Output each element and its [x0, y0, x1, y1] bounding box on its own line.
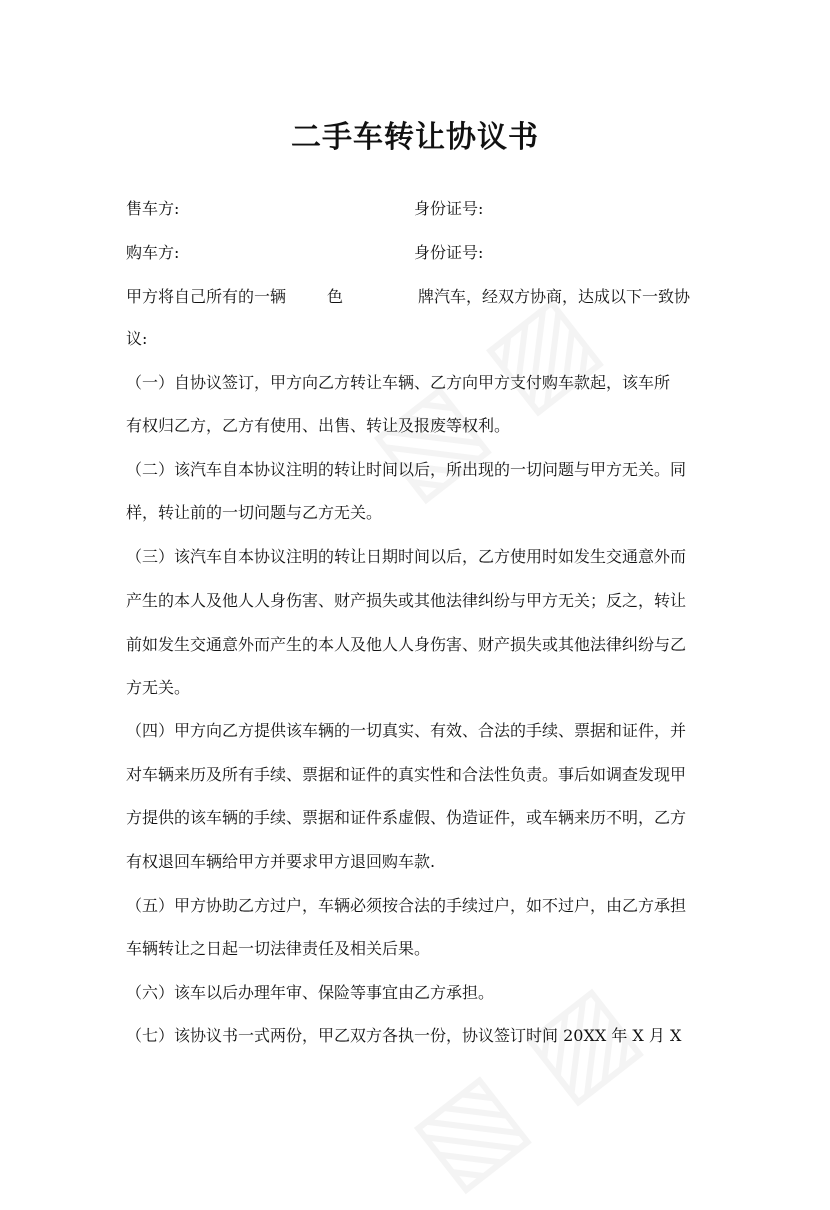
- document-title: 二手车转让协议书: [291, 120, 539, 155]
- clause-line: （二）该汽车自本协议注明的转让时间以后，所出现的一切问题与甲方无关。同: [126, 460, 687, 479]
- clause-line: 产生的本人及他人人身伤害、财产损失或其他法律纠纷与甲方无关；反之，转让: [126, 591, 687, 610]
- clause-line: 有权退回车辆给甲方并要求甲方退回购车款.: [126, 852, 436, 871]
- buyer-id-label: 身份证号:: [414, 243, 484, 262]
- clause-line: 车辆转让之日起一切法律责任及相关后果。: [126, 939, 431, 958]
- seller-label: 售车方:: [126, 199, 180, 218]
- buyer-label: 购车方:: [126, 243, 180, 262]
- clause-line: 对车辆来历及所有手续、票据和证件的真实性和合法性负责。事后如调查发现甲: [126, 765, 687, 784]
- clause-line: 前如发生交通意外而产生的本人及他人人身伤害、财产损失或其他法律纠纷与乙: [126, 635, 687, 654]
- intro-part3: 牌汽车，经双方协商，达成以下一致协: [418, 287, 691, 306]
- clause-line: （一）自协议签订，甲方向乙方转让车辆、乙方向甲方支付购车款起，该车所: [126, 373, 671, 392]
- clause-line: 方提供的该车辆的手续、票据和证件系虚假、伪造证件，或车辆来历不明，乙方: [126, 808, 687, 827]
- clause-line: （四）甲方向乙方提供该车辆的一切真实、有效、合法的手续、票据和证件，并: [126, 721, 687, 740]
- intro-line2: 议:: [126, 329, 148, 348]
- clause-line: （三）该汽车自本协议注明的转让日期时间以后，乙方使用时如发生交通意外而: [126, 547, 687, 566]
- clause-line: 有权归乙方，乙方有使用、出售、转让及报废等权利。: [126, 416, 511, 435]
- clause-line: 方无关。: [126, 678, 191, 697]
- seller-id-label: 身份证号:: [414, 199, 484, 218]
- clause-line: （七）该协议书一式两份，甲乙双方各执一份，协议签订时间 20XX 年 X 月 X: [126, 1026, 682, 1045]
- clause-line: （六）该车以后办理年审、保险等事宜由乙方承担。: [126, 983, 495, 1002]
- clause-line: （五）甲方协助乙方过户，车辆必须按合法的手续过户，如不过户，由乙方承担: [126, 896, 687, 915]
- intro-part2: 色: [327, 287, 344, 306]
- intro-part1: 甲方将自己所有的一辆: [126, 287, 287, 306]
- clause-line: 样，转让前的一切问题与乙方无关。: [126, 503, 383, 522]
